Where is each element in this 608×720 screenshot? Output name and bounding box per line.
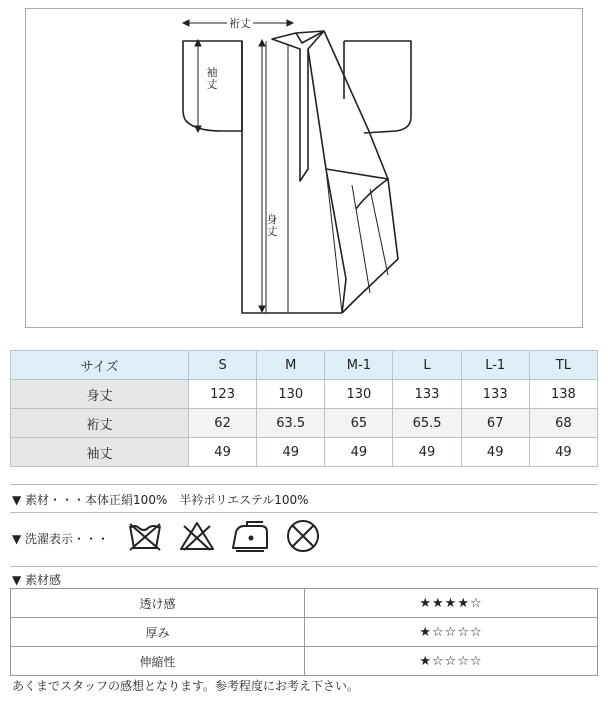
row-label: 裄丈: [11, 409, 189, 438]
table-cell: 130: [325, 380, 393, 409]
material-feel-table: [10, 588, 598, 676]
table-cell: 67: [461, 409, 529, 438]
divider: [10, 512, 598, 513]
feel-heading: ▼ 素材感: [12, 573, 62, 587]
table-cell: 49: [529, 438, 597, 467]
star-rating: ★☆☆☆☆: [305, 618, 598, 647]
table-row: [11, 589, 598, 618]
care-label: ▼ 洗濯表示・・・: [12, 532, 110, 546]
table-cell: 62: [189, 409, 257, 438]
header-cell: M-1: [325, 351, 393, 380]
table-cell: 133: [461, 380, 529, 409]
header-cell: M: [257, 351, 325, 380]
size-table: [10, 350, 598, 467]
table-row: [11, 438, 598, 467]
table-cell: 68: [529, 409, 597, 438]
table-row: [11, 409, 598, 438]
material-line: ▼ 素材・・・本体正絹100% 半衿ポリエステル100%: [12, 493, 309, 507]
table-cell: 49: [189, 438, 257, 467]
kimono-illustration: [26, 9, 584, 329]
care-icons: [126, 518, 322, 554]
garment-diagram: [25, 8, 583, 328]
table-cell: 65: [325, 409, 393, 438]
table-cell: 49: [461, 438, 529, 467]
table-row: [11, 380, 598, 409]
no-bleach-icon: [178, 518, 216, 554]
divider: [10, 484, 598, 485]
header-cell: サイズ: [11, 351, 189, 380]
iron-low-icon: [230, 518, 270, 554]
table-cell: 130: [257, 380, 325, 409]
star-rating: ★☆☆☆☆: [305, 647, 598, 676]
header-cell: L-1: [461, 351, 529, 380]
table-cell: 65.5: [393, 409, 461, 438]
header-cell: TL: [529, 351, 597, 380]
disclaimer-note: あくまでスタッフの感想となります。参考程度にお考え下さい。: [12, 679, 360, 693]
no-wash-icon: [126, 518, 164, 554]
table-cell: 49: [325, 438, 393, 467]
table-cell: 49: [393, 438, 461, 467]
row-label: 身丈: [11, 380, 189, 409]
header-cell: L: [393, 351, 461, 380]
feel-label: 伸縮性: [11, 647, 305, 676]
table-cell: 63.5: [257, 409, 325, 438]
feel-label: 透け感: [11, 589, 305, 618]
table-cell: 133: [393, 380, 461, 409]
table-cell: 123: [189, 380, 257, 409]
label-sodetake: 袖丈: [206, 66, 218, 91]
no-dry-clean-icon: [284, 518, 322, 554]
star-rating: ★★★★☆: [305, 589, 598, 618]
table-row: [11, 618, 598, 647]
label-mitake: 身丈: [266, 213, 278, 238]
divider: [10, 566, 598, 567]
label-yukitake: 裄丈: [229, 17, 251, 30]
table-cell: 49: [257, 438, 325, 467]
size-header-row: [11, 351, 598, 380]
row-label: 袖丈: [11, 438, 189, 467]
header-cell: S: [189, 351, 257, 380]
table-cell: 138: [529, 380, 597, 409]
feel-label: 厚み: [11, 618, 305, 647]
table-row: [11, 647, 598, 676]
